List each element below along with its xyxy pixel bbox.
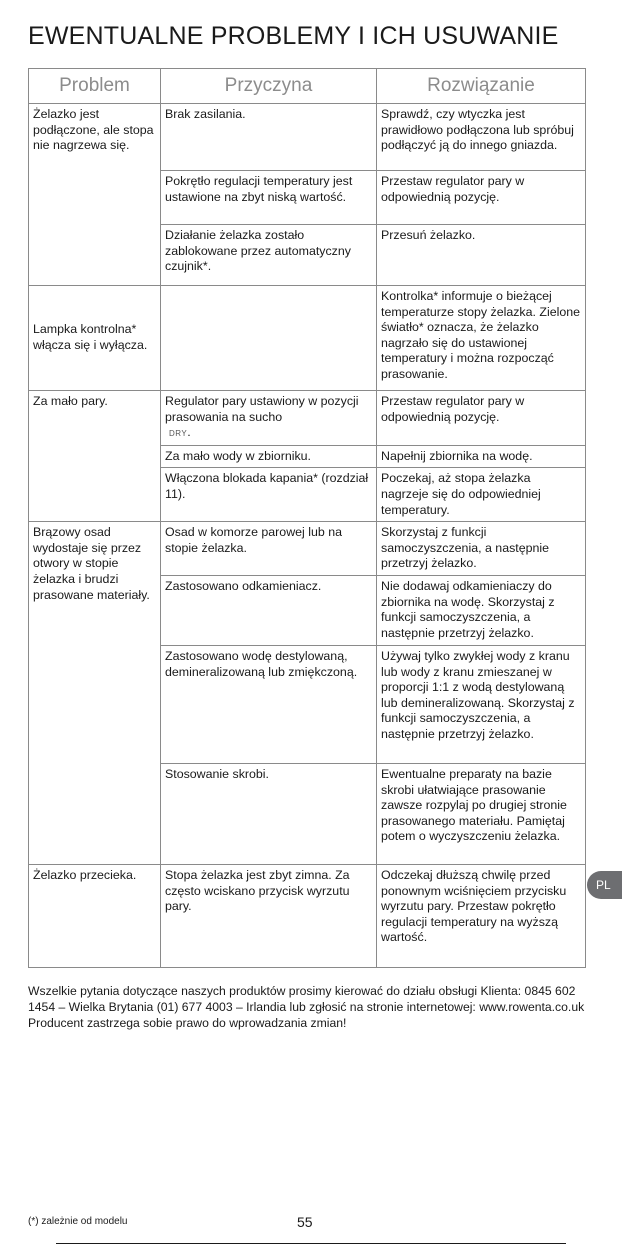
dry-setting-symbol: DRY	[169, 429, 188, 439]
table-header-row	[29, 69, 586, 104]
cause-cell: Za mało wody w zbiorniku.	[161, 445, 377, 468]
cause-cell: Osad w komorze parowej lub na stopie żelazka.	[161, 522, 377, 576]
cause-cell: Pokrętło regulacji temperatury jest ustawione na zbyt niską wartość.	[161, 171, 377, 225]
problem-cell: Lampka kontrolna* włącza się i wyłącza.	[29, 286, 161, 391]
solution-cell: Przestaw regulator pary w odpowiednią pozycję.	[377, 171, 586, 225]
page-title: EWENTUALNE PROBLEMY I ICH USUWANIE	[28, 22, 559, 50]
solution-cell: Przesuń żelazko.	[377, 225, 586, 286]
table-row	[29, 864, 586, 967]
solution-cell: Nie dodawaj odkamieniaczy do zbiornika na wodę. Skorzystaj z funkcji samoczyszczenia, a następnie przetrzyj żelazko.	[377, 575, 586, 645]
solution-cell: Sprawdź, czy wtyczka jest prawidłowo podłączona lub spróbuj podłączyć ją do innego gniazda.	[377, 104, 586, 171]
cause-cell: Stopa żelazka jest zbyt zimna. Za często wciskano przycisk wyrzutu pary.	[161, 864, 377, 967]
table-row	[29, 286, 586, 391]
solution-cell: Poczekaj, aż stopa żelazka nagrzeje się do odpowiedniej temperatury.	[377, 468, 586, 522]
solution-cell: Ewentualne preparaty na bazie skrobi ułatwiające prasowanie zawsze rozpylaj po drugiej stronie prasowanego materiału. Pamiętaj potem o wyczyszczeniu żelazka.	[377, 763, 586, 864]
problem-cell: Za mało pary.	[29, 391, 161, 522]
cause-cell: Włączona blokada kapania* (rozdział 11).	[161, 468, 377, 522]
cause-cell: Działanie żelazka zostało zablokowane przez automatyczny czujnik*.	[161, 225, 377, 286]
solution-cell: Napełnij zbiornika na wodę.	[377, 445, 586, 468]
page-number: 55	[297, 1214, 313, 1230]
table-row	[29, 522, 586, 576]
problem-cell: Żelazko przecieka.	[29, 864, 161, 967]
table-row	[29, 104, 586, 171]
solution-cell: Używaj tylko zwykłej wody z kranu lub wody z kranu zmieszanej w proporcji 1:1 z wodą destylowaną lub demineralizowaną. Skorzystaj z funkcji samoczyszczenia, a następnie przetrzyj żelazko.	[377, 645, 586, 763]
table-row	[29, 391, 586, 446]
cause-cell: Stosowanie skrobi.	[161, 763, 377, 864]
cause-cell: Brak zasilania.	[161, 104, 377, 171]
cause-text: Regulator pary ustawiony w pozycji prasowania na sucho	[165, 394, 359, 424]
header-cause: Przyczyna	[161, 69, 377, 104]
problem-cell: Brązowy osad wydostaje się przez otwory w stopie żelazka i brudzi prasowane materiały.	[29, 522, 161, 865]
cause-cell: Zastosowano odkamieniacz.	[161, 575, 377, 645]
header-problem: Problem	[29, 69, 161, 104]
troubleshooting-table	[28, 68, 586, 968]
contact-info: Wszelkie pytania dotyczące naszych produktów prosimy kierować do działu obsługi Klienta: 0845 602 1454 – Wielka Brytania (01) 677 4003 – Irlandia lub zgłosić na stronie internetowej: www.rowenta.co.uk	[28, 984, 585, 1014]
cause-cell: Zastosowano wodę destylowaną, demineralizowaną lub zmiękczoną.	[161, 645, 377, 763]
language-tab: PL	[587, 871, 622, 899]
customer-service-note	[28, 983, 588, 1031]
bottom-divider	[56, 1243, 566, 1244]
cause-cell: Regulator pary ustawiony w pozycji prasowania na sucho DRY.	[161, 391, 377, 446]
solution-cell: Skorzystaj z funkcji samoczyszczenia, a następnie przetrzyj żelazko.	[377, 522, 586, 576]
solution-cell: Kontrolka* informuje o bieżącej temperaturze stopy żelazka. Zielone światło* oznacza, że żelazko nagrzało się do ustawionej temperatury i można rozpocząć prasowanie.	[377, 286, 586, 391]
problem-cell: Żelazko jest podłączone, ale stopa nie nagrzewa się.	[29, 104, 161, 286]
model-footnote: (*) zależnie od modelu	[28, 1216, 128, 1227]
header-solution: Rozwiązanie	[377, 69, 586, 104]
cause-cell	[161, 286, 377, 391]
solution-cell: Przestaw regulator pary w odpowiednią pozycję.	[377, 391, 586, 446]
solution-cell: Odczekaj dłuższą chwilę przed ponownym wciśnięciem przycisku wyrzutu pary. Przestaw pokrętło regulacji temperatury na wyższą wartość.	[377, 864, 586, 967]
disclaimer: Producent zastrzega sobie prawo do wprowadzania zmian!	[28, 1016, 347, 1030]
